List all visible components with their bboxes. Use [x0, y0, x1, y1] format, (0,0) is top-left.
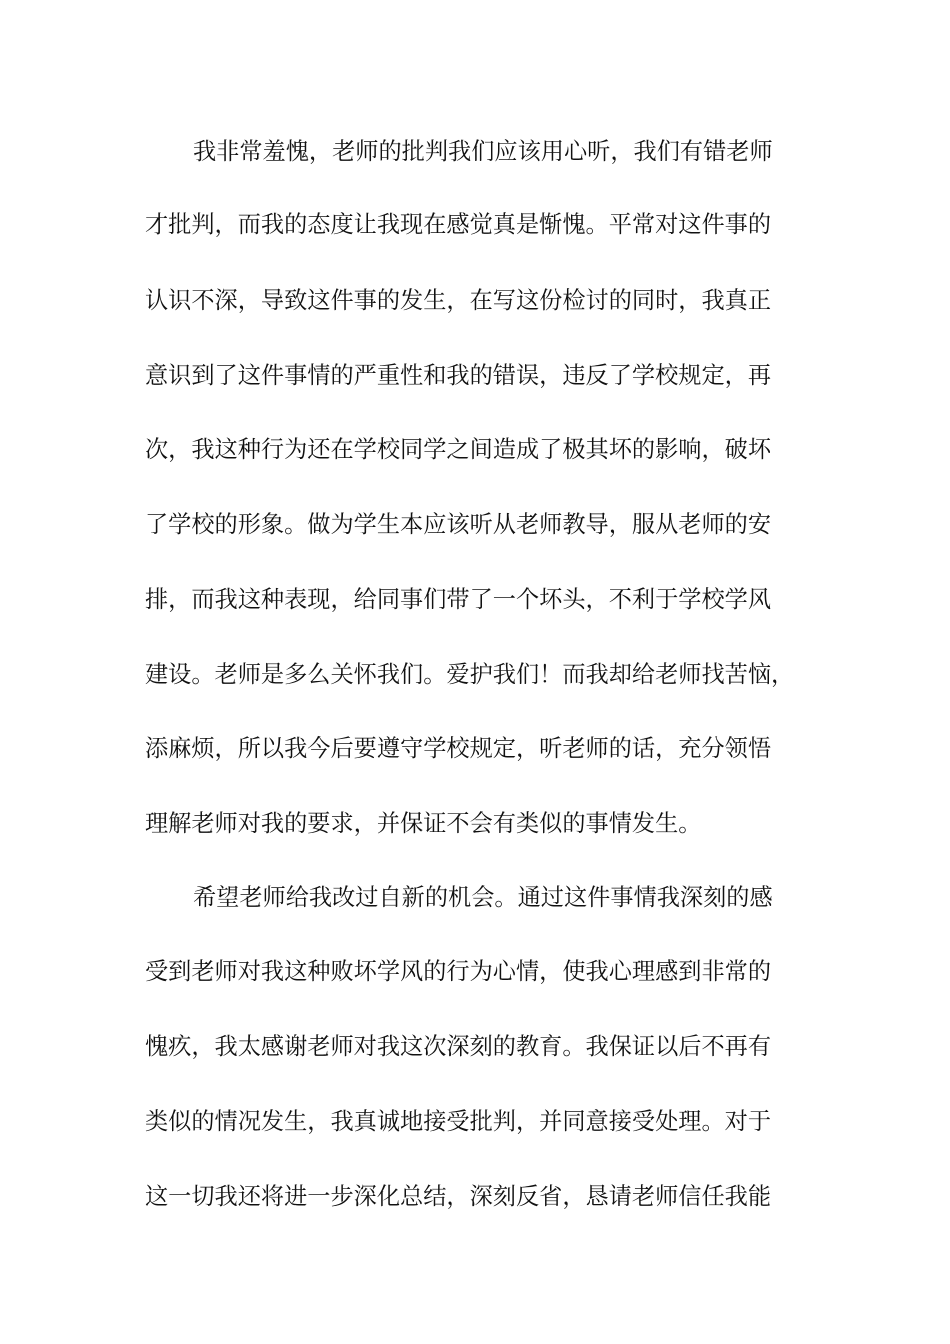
text-line: 受到老师对我这种败坏学风的行为心情，使我心理感到非常的 — [145, 958, 772, 985]
text-line: 愧疚，我太感谢老师对我这次深刻的教育。我保证以后不再有 — [145, 1033, 772, 1060]
text-line: 才批判，而我的态度让我现在感觉真是惭愧。平常对这件事的 — [145, 211, 772, 238]
text-line: 理解老师对我的要求，并保证不会有类似的事情发生。 — [145, 810, 702, 837]
text-line: 认识不深，导致这件事的发生，在写这份检讨的同时，我真正 — [145, 287, 772, 314]
text-line: 意识到了这件事情的严重性和我的错误，违反了学校规定，再 — [145, 362, 772, 389]
text-line: 这一切我还将进一步深化总结，深刻反省，恳请老师信任我能 — [145, 1183, 772, 1210]
text-line: 我非常羞愧，老师的批判我们应该用心听，我们有错老师 — [193, 138, 773, 165]
text-line: 类似的情况发生，我真诚地接受批判，并同意接受处理。对于 — [145, 1108, 772, 1135]
text-line: 排，而我这种表现，给同事们带了一个坏头，不利于学校学风 — [145, 586, 772, 613]
text-line: 建设。老师是多么关怀我们。爱护我们！而我却给老师找苦恼， — [145, 661, 795, 688]
text-line: 添麻烦，所以我今后要遵守学校规定，听老师的话，充分领悟 — [145, 735, 772, 762]
text-line: 希望老师给我改过自新的机会。通过这件事情我深刻的感 — [193, 884, 773, 911]
text-line: 了学校的形象。做为学生本应该听从老师教导，服从老师的安 — [145, 511, 772, 538]
text-line: 次，我这种行为还在学校同学之间造成了极其坏的影响，破坏 — [145, 436, 772, 463]
